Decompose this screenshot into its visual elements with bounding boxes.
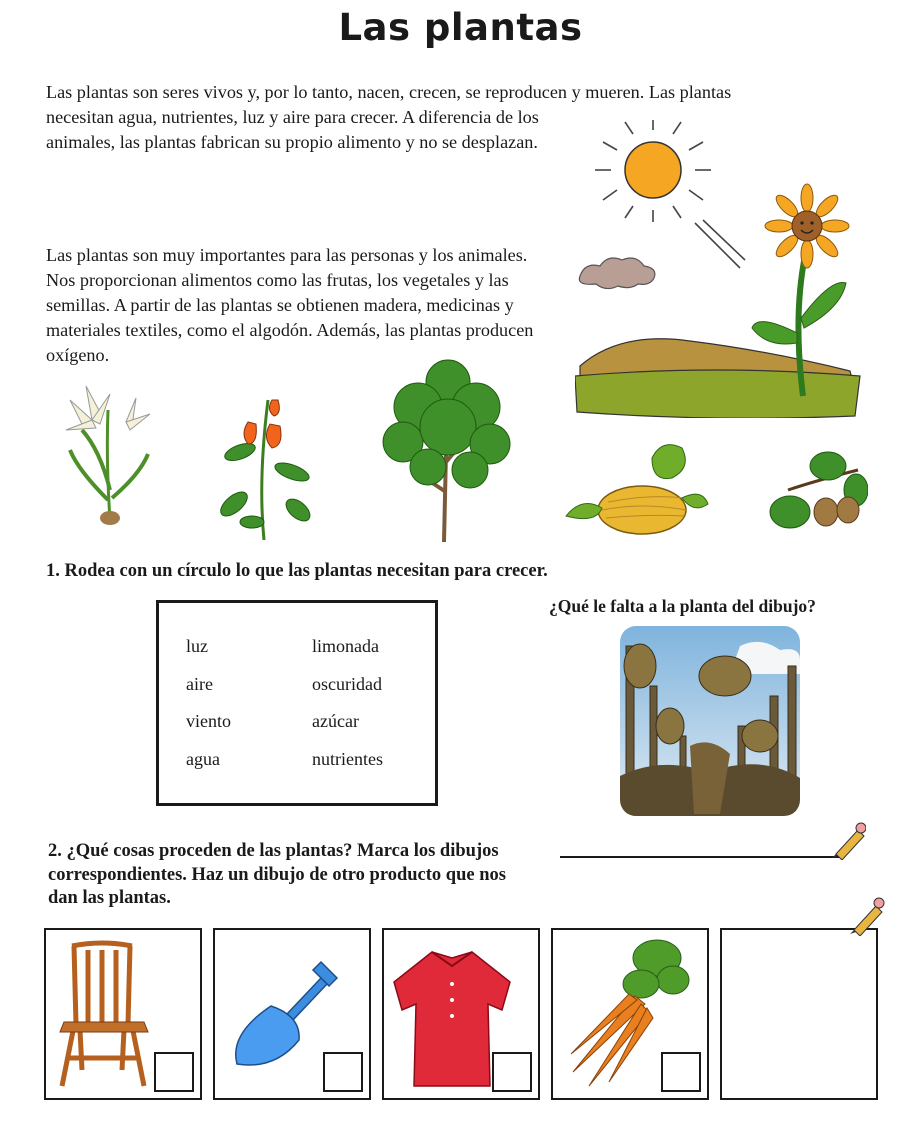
pepper-plant-picture bbox=[212, 392, 320, 542]
sun-icon bbox=[595, 120, 745, 268]
word-option[interactable]: agua bbox=[186, 749, 220, 769]
kiwi-plant-picture bbox=[768, 450, 868, 538]
intro-line-1: Las plantas son seres vivos y, por lo tanto, nacen, crecen, se reproducen y mueren. Las plantas bbox=[46, 82, 732, 102]
shovel-icon bbox=[229, 956, 349, 1066]
sunflower-scene-illustration bbox=[575, 108, 865, 418]
word-option[interactable]: limonada bbox=[312, 636, 379, 656]
word-option[interactable]: nutrientes bbox=[312, 749, 383, 769]
checkbox-carrots[interactable] bbox=[661, 1052, 701, 1092]
intro-line-2: necesitan agua, nutrientes, luz y aire para crecer. A diferencia de los animales, las plantas fabrican su propio alimento y no se desplazan. bbox=[46, 107, 539, 152]
lily-flower-picture bbox=[52, 380, 162, 528]
cloud-icon bbox=[579, 258, 655, 289]
checkbox-chair[interactable] bbox=[154, 1052, 194, 1092]
pencil-icon bbox=[846, 894, 886, 936]
word-option[interactable]: viento bbox=[186, 711, 231, 731]
card-chair bbox=[44, 928, 202, 1100]
word-option[interactable]: luz bbox=[186, 636, 208, 656]
card-shovel bbox=[213, 928, 371, 1100]
card-carrots bbox=[551, 928, 709, 1100]
word-option[interactable]: aire bbox=[186, 674, 213, 694]
checkbox-shirt[interactable] bbox=[492, 1052, 532, 1092]
question-1: 1. Rodea con un círculo lo que las plantas necesitan para crecer. bbox=[46, 561, 548, 581]
question-1b: ¿Qué le falta a la planta del dibujo? bbox=[549, 596, 816, 616]
page-title: Las plantas bbox=[338, 6, 583, 49]
pencil-icon bbox=[828, 820, 866, 860]
card-drawing-area[interactable] bbox=[720, 928, 878, 1100]
checkbox-shovel[interactable] bbox=[323, 1052, 363, 1092]
chair-icon bbox=[52, 940, 156, 1090]
melon-plant-picture bbox=[562, 438, 712, 538]
word-box bbox=[156, 600, 438, 806]
tree-picture bbox=[378, 352, 518, 544]
intro-paragraph-2: Las plantas son muy importantes para las personas y los animales. Nos proporcionan alimentos como las frutas, los vegetales y las semillas. A partir de las plantas se obtienen madera, medicinas y materiales textiles, como el algodón. Además, las plantas producen oxígeno. bbox=[46, 245, 534, 365]
word-option[interactable]: azúcar bbox=[312, 711, 359, 731]
card-shirt bbox=[382, 928, 540, 1100]
hill-icon bbox=[575, 339, 860, 418]
answer-line[interactable] bbox=[560, 856, 840, 858]
dry-sunflowers-photo bbox=[620, 626, 800, 816]
word-option[interactable]: oscuridad bbox=[312, 674, 382, 694]
question-2: 2. ¿Qué cosas proceden de las plantas? Marca los dibujos correspondientes. Haz un dibujo de otro producto que nos dan las plantas. bbox=[48, 841, 506, 908]
